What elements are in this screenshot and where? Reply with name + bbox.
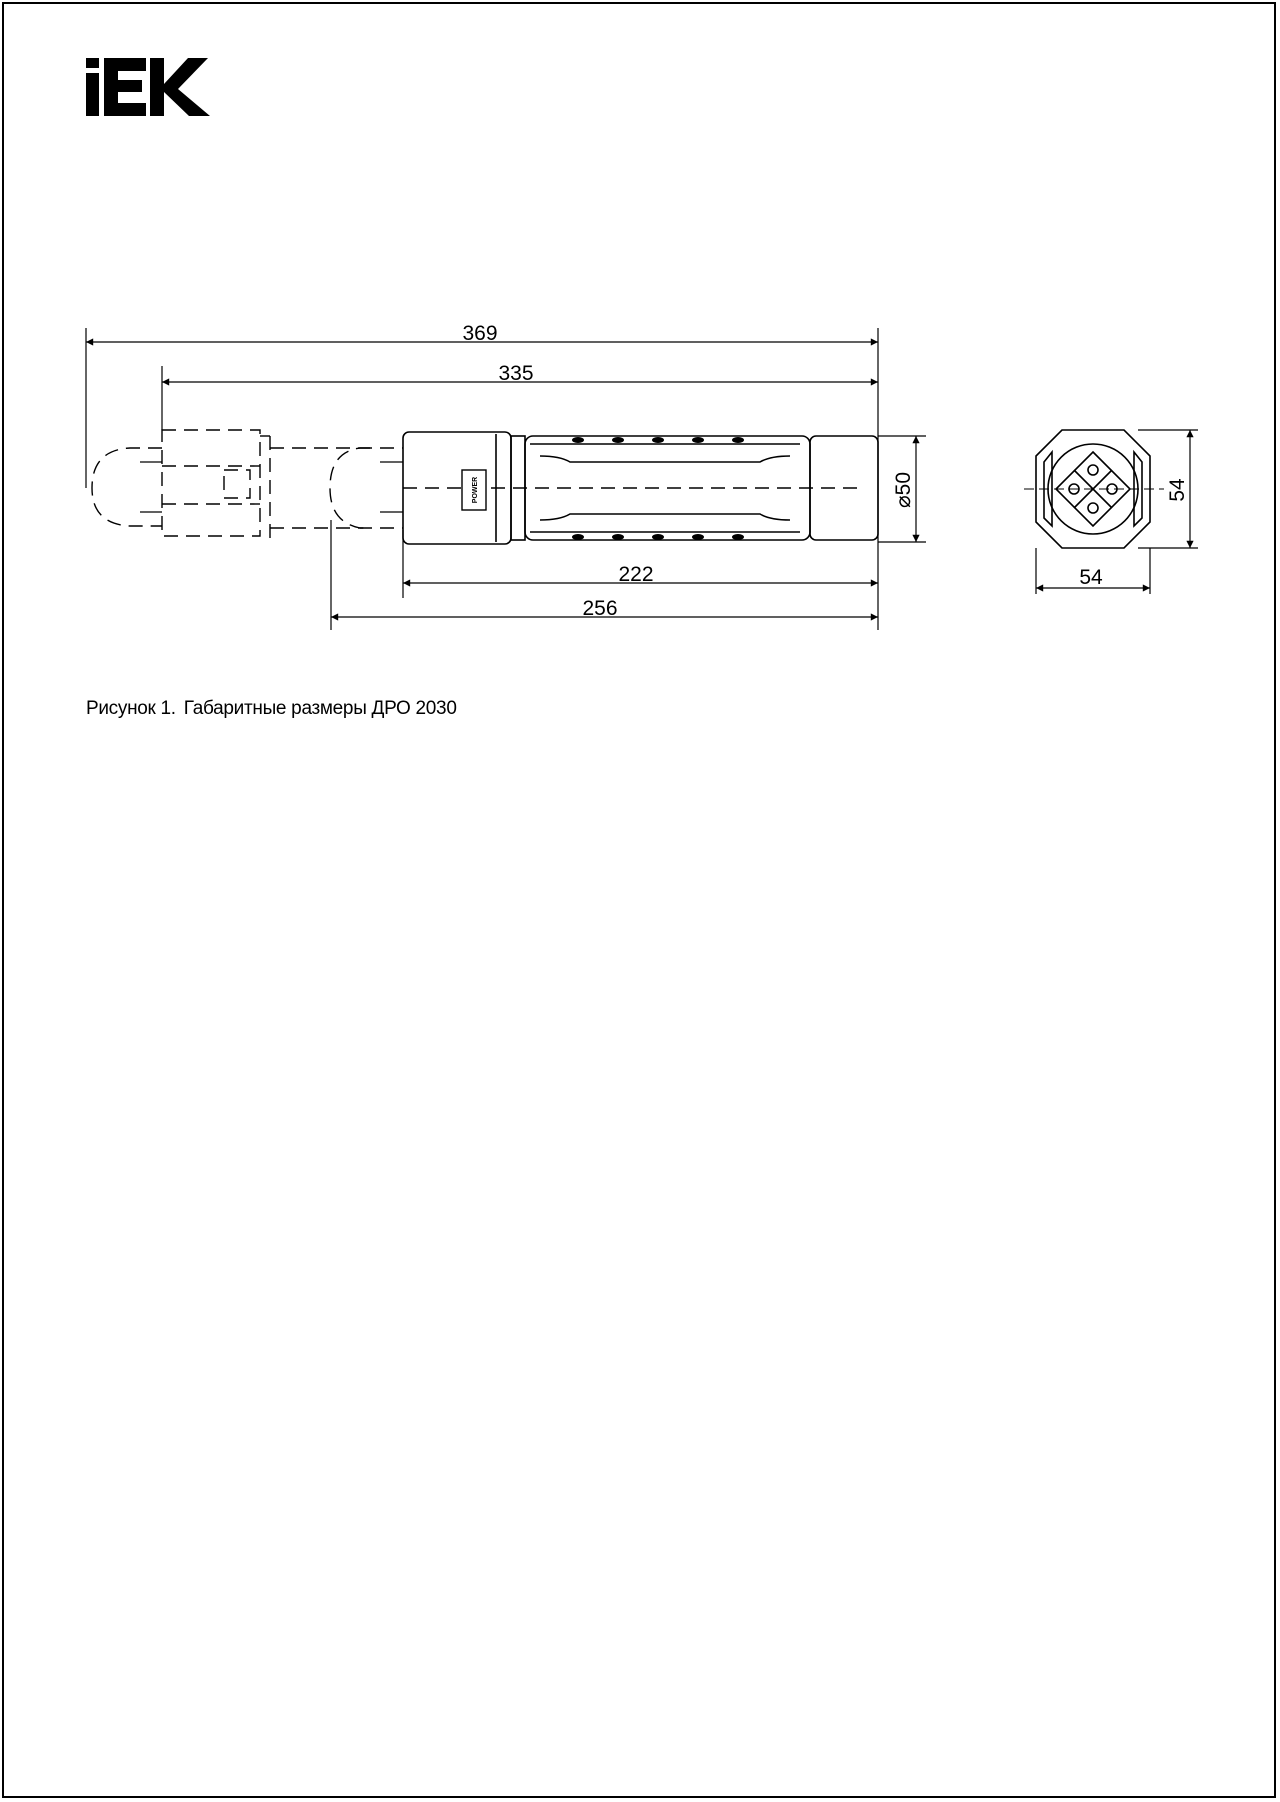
dim-222-text: 222	[618, 563, 654, 586]
cable-hook-lines	[140, 462, 403, 512]
dim-369-text: 369	[462, 322, 498, 345]
dim-256-text: 256	[582, 597, 618, 620]
dim-diameter-text: ⌀50	[892, 471, 915, 509]
figure-caption-text: Габаритные размеры ДРО 2030	[183, 698, 457, 719]
dim-front-height-text: 54	[1166, 478, 1189, 502]
power-button-label: POWER	[472, 476, 479, 504]
dim-335-text: 335	[498, 362, 534, 385]
figure-caption-label: Рисунок 1.	[86, 698, 176, 719]
dimension-drawing	[0, 0, 1280, 680]
figure-caption	[86, 698, 457, 720]
dim-front-width-text: 54	[1079, 566, 1103, 589]
